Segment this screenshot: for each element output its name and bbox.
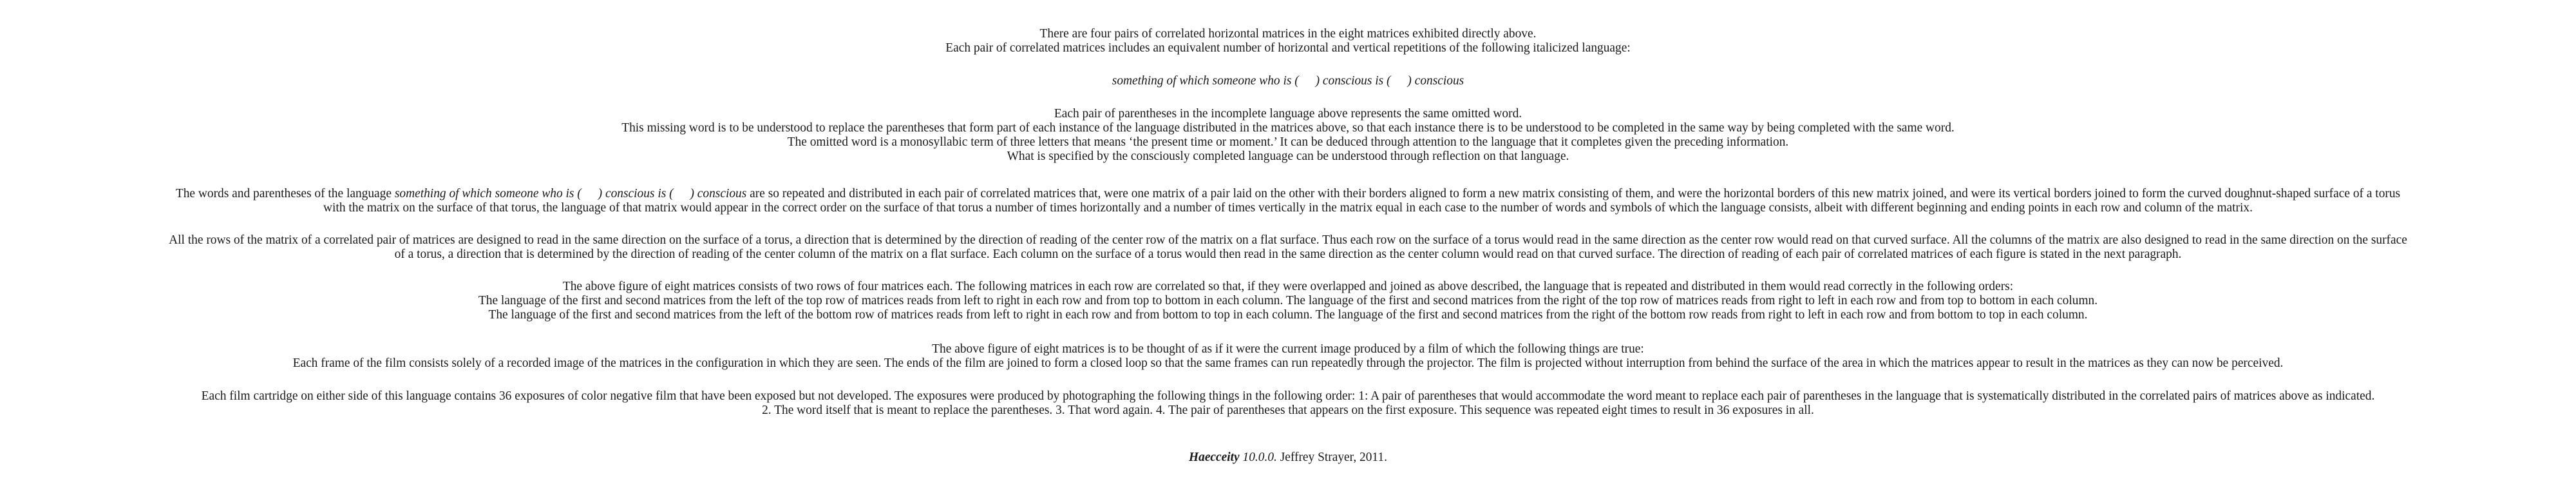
film-paragraph [0, 342, 2576, 371]
italic-phrase [0, 74, 2576, 88]
parentheses-paragraph [0, 107, 2576, 164]
phrase-part-2: ) conscious is ( [1315, 74, 1391, 88]
credit-title: Haecceity [1189, 451, 1240, 464]
intro-paragraph [0, 27, 2576, 55]
cartridge-paragraph [0, 389, 2576, 418]
cartridge-line-2: 2. The word itself that is meant to replace the parentheses. 3. That word again. 4. The pair of parentheses that appears on the first exposure. This sequence was repeated eight times to result in 36 exposures in all. [762, 404, 1814, 417]
parentheses-line-4: What is specified by the consciously completed language can be understood through reflection on that language. [1007, 150, 1569, 163]
words-phrase-part-3: ) conscious [690, 187, 747, 200]
credit-version: 10.0.0. [1239, 451, 1277, 464]
rows-paragraph [0, 233, 2576, 262]
words-line-2: with the matrix on the surface of that torus, the language of that matrix would appear in the correct order on the surface of that torus a number of times horizontally and a number of times vertically in the matrix equal in each case to the number of words and symbols of which the language consists, albeit with different beginning and ending points in each row and column of the matrix. [323, 201, 2253, 215]
words-paragraph [0, 187, 2576, 215]
rows-line-2: of a torus, a direction that is determined by the direction of reading of the center column of the matrix on a flat surface. Each column on the surface of a torus would then read in the same direction as the center column would read on that curved surface. The direction of reading of each pair of correlated matrices of each figure is stated in the next paragraph. [394, 248, 2182, 261]
words-lead: The words and parentheses of the language [175, 187, 395, 200]
rows-line-1: All the rows of the matrix of a correlated pair of matrices are designed to read in the same direction on the surface of a torus, a direction that is determined by the direction of reading of the center row of the matrix on a flat surface. Thus each row on the surface of a torus would read in the same direction as the center row would read on that curved surface. All the columns of the matrix are also designed to read in the same direction on the surface [169, 233, 2407, 247]
figure-paragraph [0, 280, 2576, 322]
figure-line-3: The language of the first and second matrices from the left of the bottom row of matrices reads from left to right in each row and from bottom to top in each column. The language of the first and second matrices from the right of the bottom row reads from right to left in each row and from bottom to top in each column. [488, 308, 2088, 322]
phrase-part-3: ) conscious [1407, 74, 1464, 88]
credit-author: Jeffrey Strayer, 2011. [1276, 451, 1387, 464]
words-rest: are so repeated and distributed in each pair of correlated matrices that, were one matrix of a pair laid on the other with their borders aligned to form a new matrix consisting of them, and were the horizontal borders of this new matrix joined, and were its vertical borders joined to form the curved doughnut-shaped surface of a torus [746, 187, 2401, 200]
film-line-2: Each frame of the film consists solely of a recorded image of the matrices in the configuration in which they are seen. The ends of the film are joined to form a closed loop so that the same frames can run repeatedly through the projector. The film is projected without interruption from behind the surface of the area in which the matrices appear to result in the matrices as they can now be perceived. [292, 356, 2284, 370]
intro-line-2: Each pair of correlated matrices includes an equivalent number of horizontal and vertical repetitions of the following italicized language: [945, 41, 1631, 55]
parentheses-line-3: The omitted word is a monosyllabic term of three letters that means ‘the present time or moment.’ It can be deduced through attention to the language that it completes given the preceding information. [787, 135, 1789, 149]
parentheses-line-2: This missing word is to be understood to replace the parentheses that form part of each instance of the language distributed in the matrices above, so that each instance there is to be understood to be completed in the same way by being completed with the same word. [621, 121, 1955, 135]
film-line-1: The above figure of eight matrices is to be thought of as if it were the current image produced by a film of which the following things are true: [932, 342, 1644, 356]
figure-line-2: The language of the first and second matrices from the left of the top row of matrices reads from left to right in each row and from top to bottom in each column. The language of the first and second matrices from the right of the top row of matrices reads from right to left in each row and from top to bottom in each column. [478, 294, 2098, 307]
cartridge-line-1: Each film cartridge on either side of this language contains 36 exposures of color negative film that have been exposed but not developed. The exposures were produced by photographing the following things in the following order: 1: A pair of parentheses that would accommodate the word meant to replace each pair of parentheses in the language that is systematically distributed in the correlated pairs of matrices above as indicated. [201, 389, 2375, 403]
words-phrase-part-2: ) conscious is ( [598, 187, 674, 200]
intro-line-1: There are four pairs of correlated horizontal matrices in the eight matrices exhibited directly above. [1039, 27, 1537, 41]
words-line-1 [6, 187, 2570, 201]
credit-line [0, 451, 2576, 465]
figure-line-1: The above figure of eight matrices consists of two rows of four matrices each. The following matrices in each row are correlated so that, if they were overlapped and joined as above described, the language that is repeated and distributed in them would read correctly in the following orders: [562, 280, 2014, 293]
phrase-part-1: something of which someone who is ( [1112, 74, 1299, 88]
parentheses-line-1: Each pair of parentheses in the incomplete language above represents the same omitted word. [1054, 107, 1522, 121]
words-phrase-part-1: something of which someone who is ( [394, 187, 582, 200]
